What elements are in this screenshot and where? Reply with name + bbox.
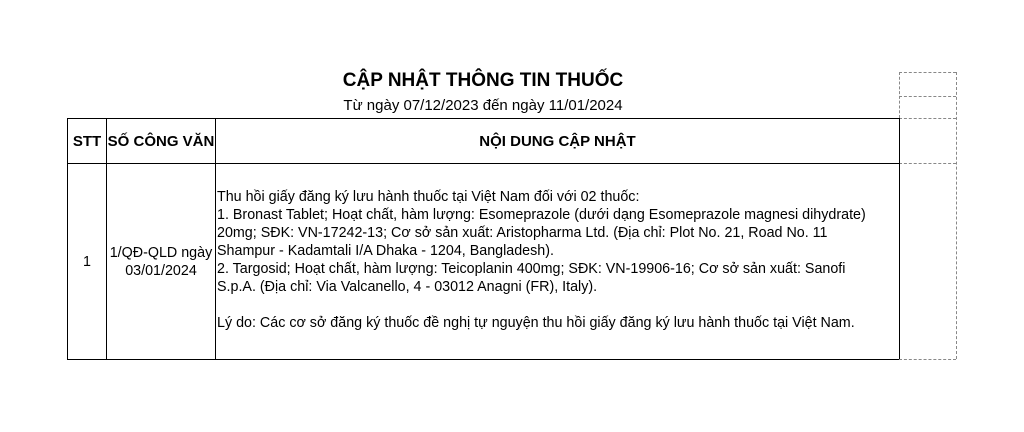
grid-dash bbox=[956, 72, 957, 359]
header-noi-dung: NỘI DUNG CẬP NHẬT bbox=[479, 132, 636, 150]
header-so-cong-van: SỐ CÔNG VĂN bbox=[107, 132, 215, 150]
grid-dash bbox=[899, 96, 956, 97]
content-line: 20mg; SĐK: VN-17242-13; Cơ sở sản xuất: Aristopharma Ltd. (Địa chỉ: Plot No. 21, Road No. 11 bbox=[217, 225, 828, 241]
content-line: Thu hồi giấy đăng ký lưu hành thuốc tại Việt Nam đối với 02 thuốc: bbox=[217, 189, 640, 205]
cell-stt: 1 bbox=[83, 253, 91, 270]
content-line: 1. Bronast Tablet; Hoạt chất, hàm lượng: Esomeprazole (dưới dạng Esomeprazole magnesi dihydrate) bbox=[217, 207, 866, 223]
page-title: CẬP NHẬT THÔNG TIN THUỐC bbox=[342, 70, 624, 91]
cell-so-cong-van-line2: 03/01/2024 bbox=[125, 262, 197, 279]
grid-dash bbox=[899, 72, 900, 118]
content-line: 2. Targosid; Hoạt chất, hàm lượng: Teicoplanin 400mg; SĐK: VN-19906-16; Cơ sở sản xuất: Sanofi bbox=[217, 261, 846, 277]
grid-dash bbox=[899, 163, 956, 164]
grid-dash bbox=[899, 72, 956, 73]
date-range-subtitle: Từ ngày 07/12/2023 đến ngày 11/01/2024 bbox=[343, 97, 623, 114]
cell-so-cong-van bbox=[107, 164, 215, 359]
content-line: Lý do: Các cơ sở đăng ký thuốc đề nghị tự nguyện thu hồi giấy đăng ký lưu hành thuốc tại Việt Nam. bbox=[217, 315, 855, 331]
cell-so-cong-van-line1: 1/QĐ-QLD ngày bbox=[109, 244, 213, 261]
content-line: Shampur - Kadamtali I/A Dhaka - 1204, Bangladesh). bbox=[217, 243, 554, 259]
cell-noi-dung bbox=[217, 188, 907, 332]
content-line: S.p.A. (Địa chỉ: Via Valcanello, 4 - 03012 Anagni (FR), Italy). bbox=[217, 279, 598, 295]
grid-dash bbox=[899, 118, 956, 119]
header-stt: STT bbox=[72, 132, 102, 150]
grid-dash bbox=[899, 359, 956, 360]
